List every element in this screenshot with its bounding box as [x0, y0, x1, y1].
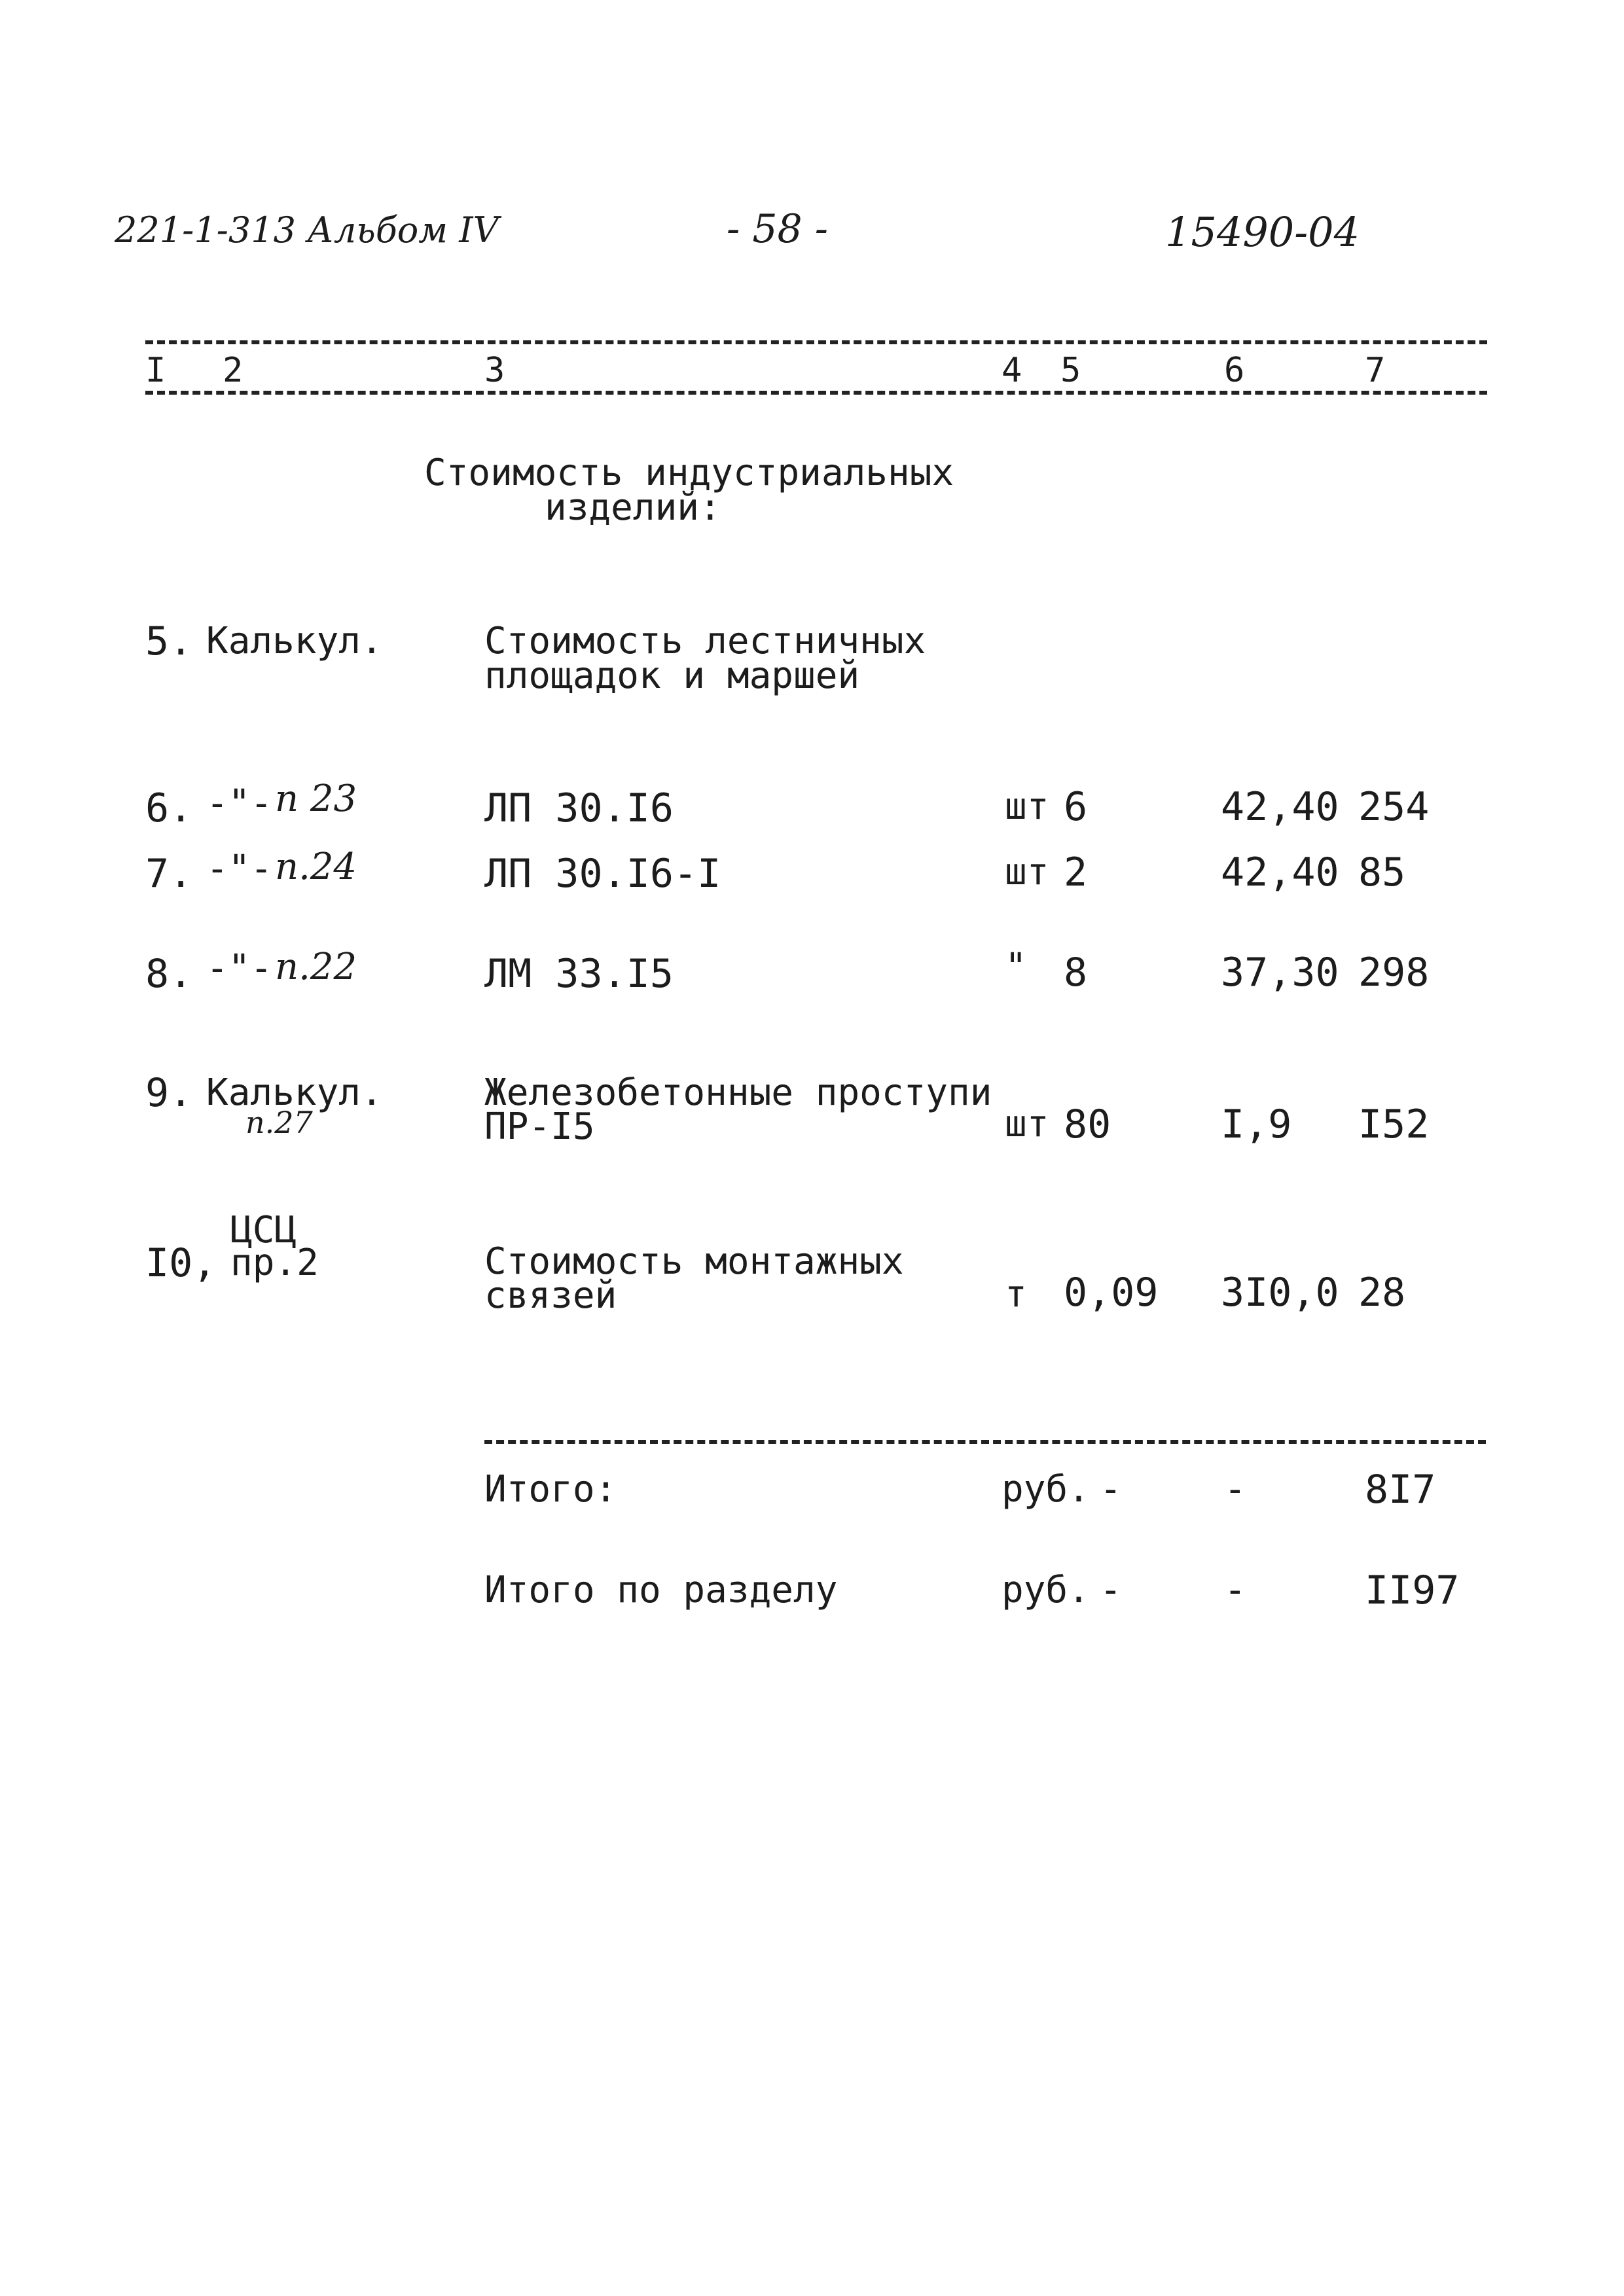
row-basis-note: ЦСЦ	[230, 1209, 297, 1251]
column-number-5: 5	[1060, 351, 1081, 390]
column-number-3: 3	[484, 351, 505, 390]
row-name: ЛМ 33.I5	[484, 951, 674, 997]
row-basis-note: п.27	[245, 1105, 313, 1140]
row-total: 298	[1358, 950, 1430, 996]
row-basis: -"-	[206, 848, 273, 890]
row-basis: -"-	[206, 947, 273, 990]
row-total: 85	[1358, 850, 1406, 895]
row-name-line2: площадок и маршей	[484, 655, 860, 697]
row-number: 6.	[145, 785, 193, 831]
row-name-line2: связей	[484, 1274, 617, 1317]
column-number-2: 2	[223, 351, 244, 390]
row-quantity: 8	[1064, 950, 1088, 996]
row-price: 42,40	[1221, 784, 1339, 830]
row-unit: шт	[1005, 851, 1049, 893]
column-number-1: I	[145, 351, 166, 390]
row-quantity: 6	[1064, 784, 1088, 830]
totals-separator	[484, 1440, 1486, 1444]
column-number-7: 7	[1365, 351, 1386, 390]
row-basis: -"-	[206, 782, 273, 825]
row-total: I52	[1358, 1102, 1430, 1147]
section-title-line1: Стоимость индустриальных	[424, 452, 954, 494]
document-code: 15490-04	[1165, 208, 1360, 256]
row-price: I,9	[1221, 1102, 1292, 1147]
row-number: 7.	[145, 851, 193, 897]
row-name: ЛП 30.I6	[484, 785, 674, 831]
row-name-line1: Железобетонные проступи	[484, 1071, 992, 1114]
totals-price: -	[1224, 1569, 1246, 1611]
row-total: 28	[1358, 1270, 1406, 1316]
row-basis-note: п 23	[275, 778, 357, 820]
row-name-line2: ПР-I5	[484, 1105, 595, 1148]
row-price: 42,40	[1221, 850, 1339, 895]
totals-unit: руб.	[1001, 1468, 1090, 1511]
totals-price: -	[1224, 1468, 1246, 1511]
row-basis-note: п.22	[275, 946, 357, 988]
row-basis-note: п.24	[275, 846, 357, 888]
totals-sum: II97	[1365, 1568, 1460, 1613]
row-price: 37,30	[1221, 950, 1339, 996]
row-name: ЛП 30.I6-I	[484, 851, 721, 897]
row-basis: Калькул.	[206, 1071, 383, 1114]
totals-quantity: -	[1100, 1468, 1122, 1511]
row-number: 8.	[145, 951, 193, 997]
header-top-rule	[145, 340, 1487, 344]
row-number: I0,	[145, 1240, 217, 1286]
row-unit: т	[1005, 1273, 1027, 1316]
row-price: 3I0,0	[1221, 1270, 1339, 1316]
row-quantity: 80	[1064, 1102, 1111, 1147]
header-bottom-rule	[145, 391, 1487, 395]
row-name-line1: Стоимость монтажных	[484, 1240, 904, 1283]
row-basis: Калькул.	[206, 620, 383, 662]
totals-sum: 8I7	[1365, 1467, 1436, 1513]
row-number: 5.	[145, 619, 193, 664]
row-name-line1: Стоимость лестничных	[484, 620, 926, 662]
row-quantity: 2	[1064, 850, 1088, 895]
row-total: 254	[1358, 784, 1430, 830]
page-number: - 58 -	[727, 206, 829, 252]
totals-unit: руб.	[1001, 1569, 1090, 1611]
totals-label: Итого по разделу	[484, 1569, 838, 1611]
album-reference: 221-1-313 Альбом IV	[115, 209, 499, 251]
row-quantity: 0,09	[1064, 1270, 1159, 1316]
column-number-6: 6	[1224, 351, 1245, 390]
section-title-line2: изделий:	[545, 486, 721, 529]
row-unit: шт	[1005, 785, 1049, 828]
totals-label: Итого:	[484, 1468, 617, 1511]
row-number: 9.	[145, 1070, 193, 1116]
row-unit: "	[1005, 946, 1027, 988]
row-basis: пр.2	[230, 1242, 319, 1284]
column-number-4: 4	[1001, 351, 1022, 390]
row-unit: шт	[1005, 1103, 1049, 1145]
totals-quantity: -	[1100, 1569, 1122, 1611]
